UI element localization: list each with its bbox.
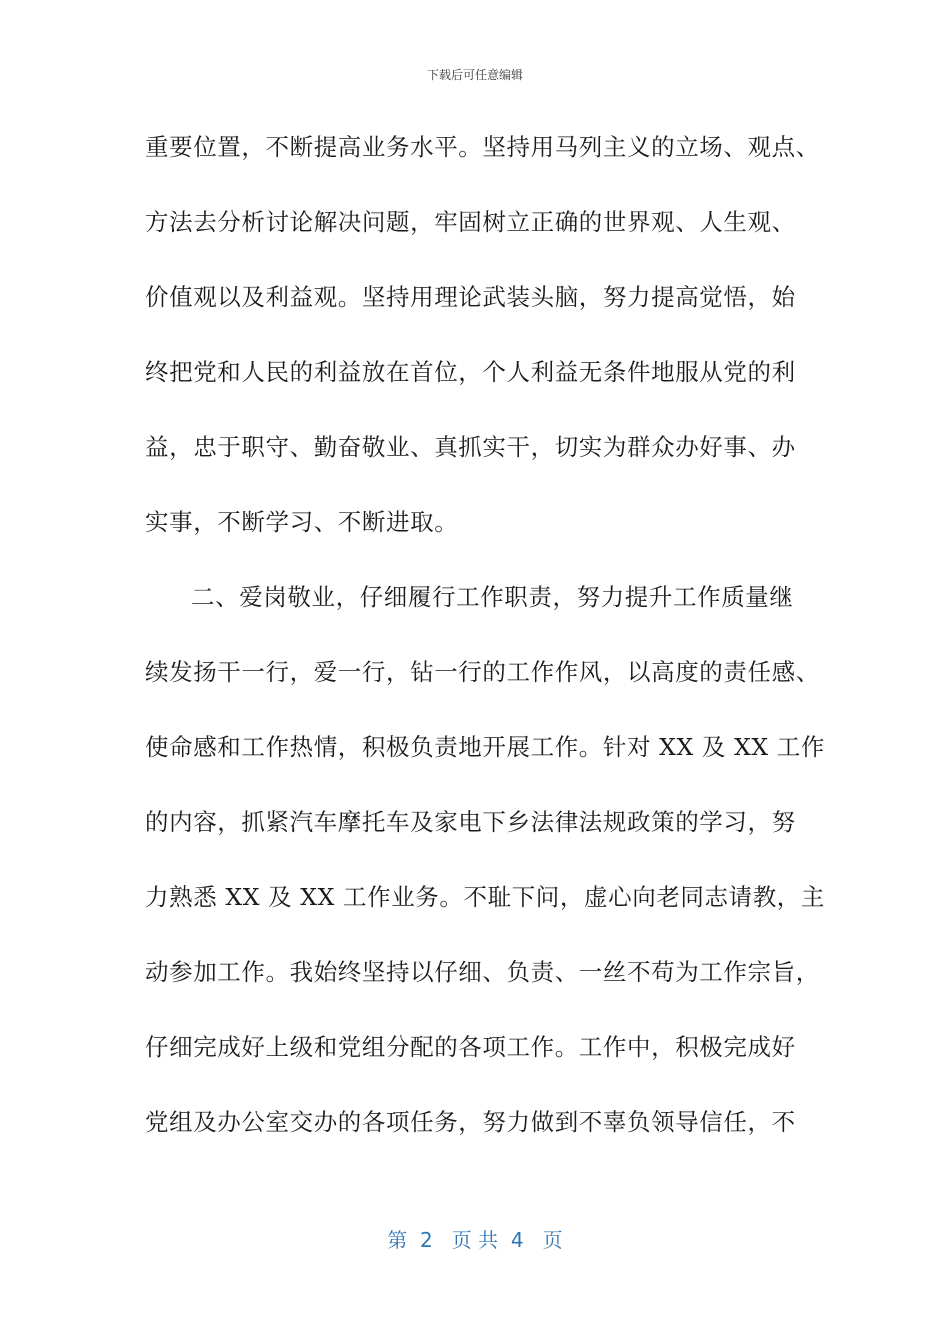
section-heading-line: 二、爱岗敬业，仔细履行工作职责，努力提升工作质量继 [191,583,794,611]
paragraph-line: 方法去分析讨论解决问题，牢固树立正确的世界观、人生观、 [145,208,796,236]
page-header: 下载后可任意编辑 [426,68,523,82]
paragraph-line: 续发扬干一行，爱一行，钻一行的工作作风，以高度的责任感、 [145,658,820,686]
page-number-footer: 第 2 页 共 4 页 [387,1228,563,1252]
paragraph-line: 价值观以及利益观。坚持用理论武装头脑，努力提高觉悟，始 [145,283,796,311]
paragraph-line: 党组及办公室交办的各项任务，努力做到不辜负领导信任，不 [145,1108,796,1136]
paragraph-line: 的内容，抓紧汽车摩托车及家电下乡法律法规政策的学习，努 [145,808,796,836]
paragraph-line: 重要位置，不断提高业务水平。坚持用马列主义的立场、观点、 [145,133,820,161]
paragraph-line: 力熟悉 XX 及 XX 工作业务。不耻下问，虚心向老同志请教，主 [145,883,825,911]
paragraph-line: 动参加工作。我始终坚持以仔细、负责、一丝不苟为工作宗旨， [145,958,820,986]
paragraph-line: 益，忠于职守、勤奋敬业、真抓实干，切实为群众办好事、办 [145,433,796,461]
paragraph-line: 终把党和人民的利益放在首位，个人利益无条件地服从党的利 [145,358,796,386]
paragraph-line: 实事，不断学习、不断进取。 [145,508,459,536]
paragraph-line: 使命感和工作热情，积极负责地开展工作。针对 XX 及 XX 工作 [145,733,825,761]
paragraph-line: 仔细完成好上级和党组分配的各项工作。工作中，积极完成好 [145,1033,796,1061]
document-body [145,124,825,1174]
